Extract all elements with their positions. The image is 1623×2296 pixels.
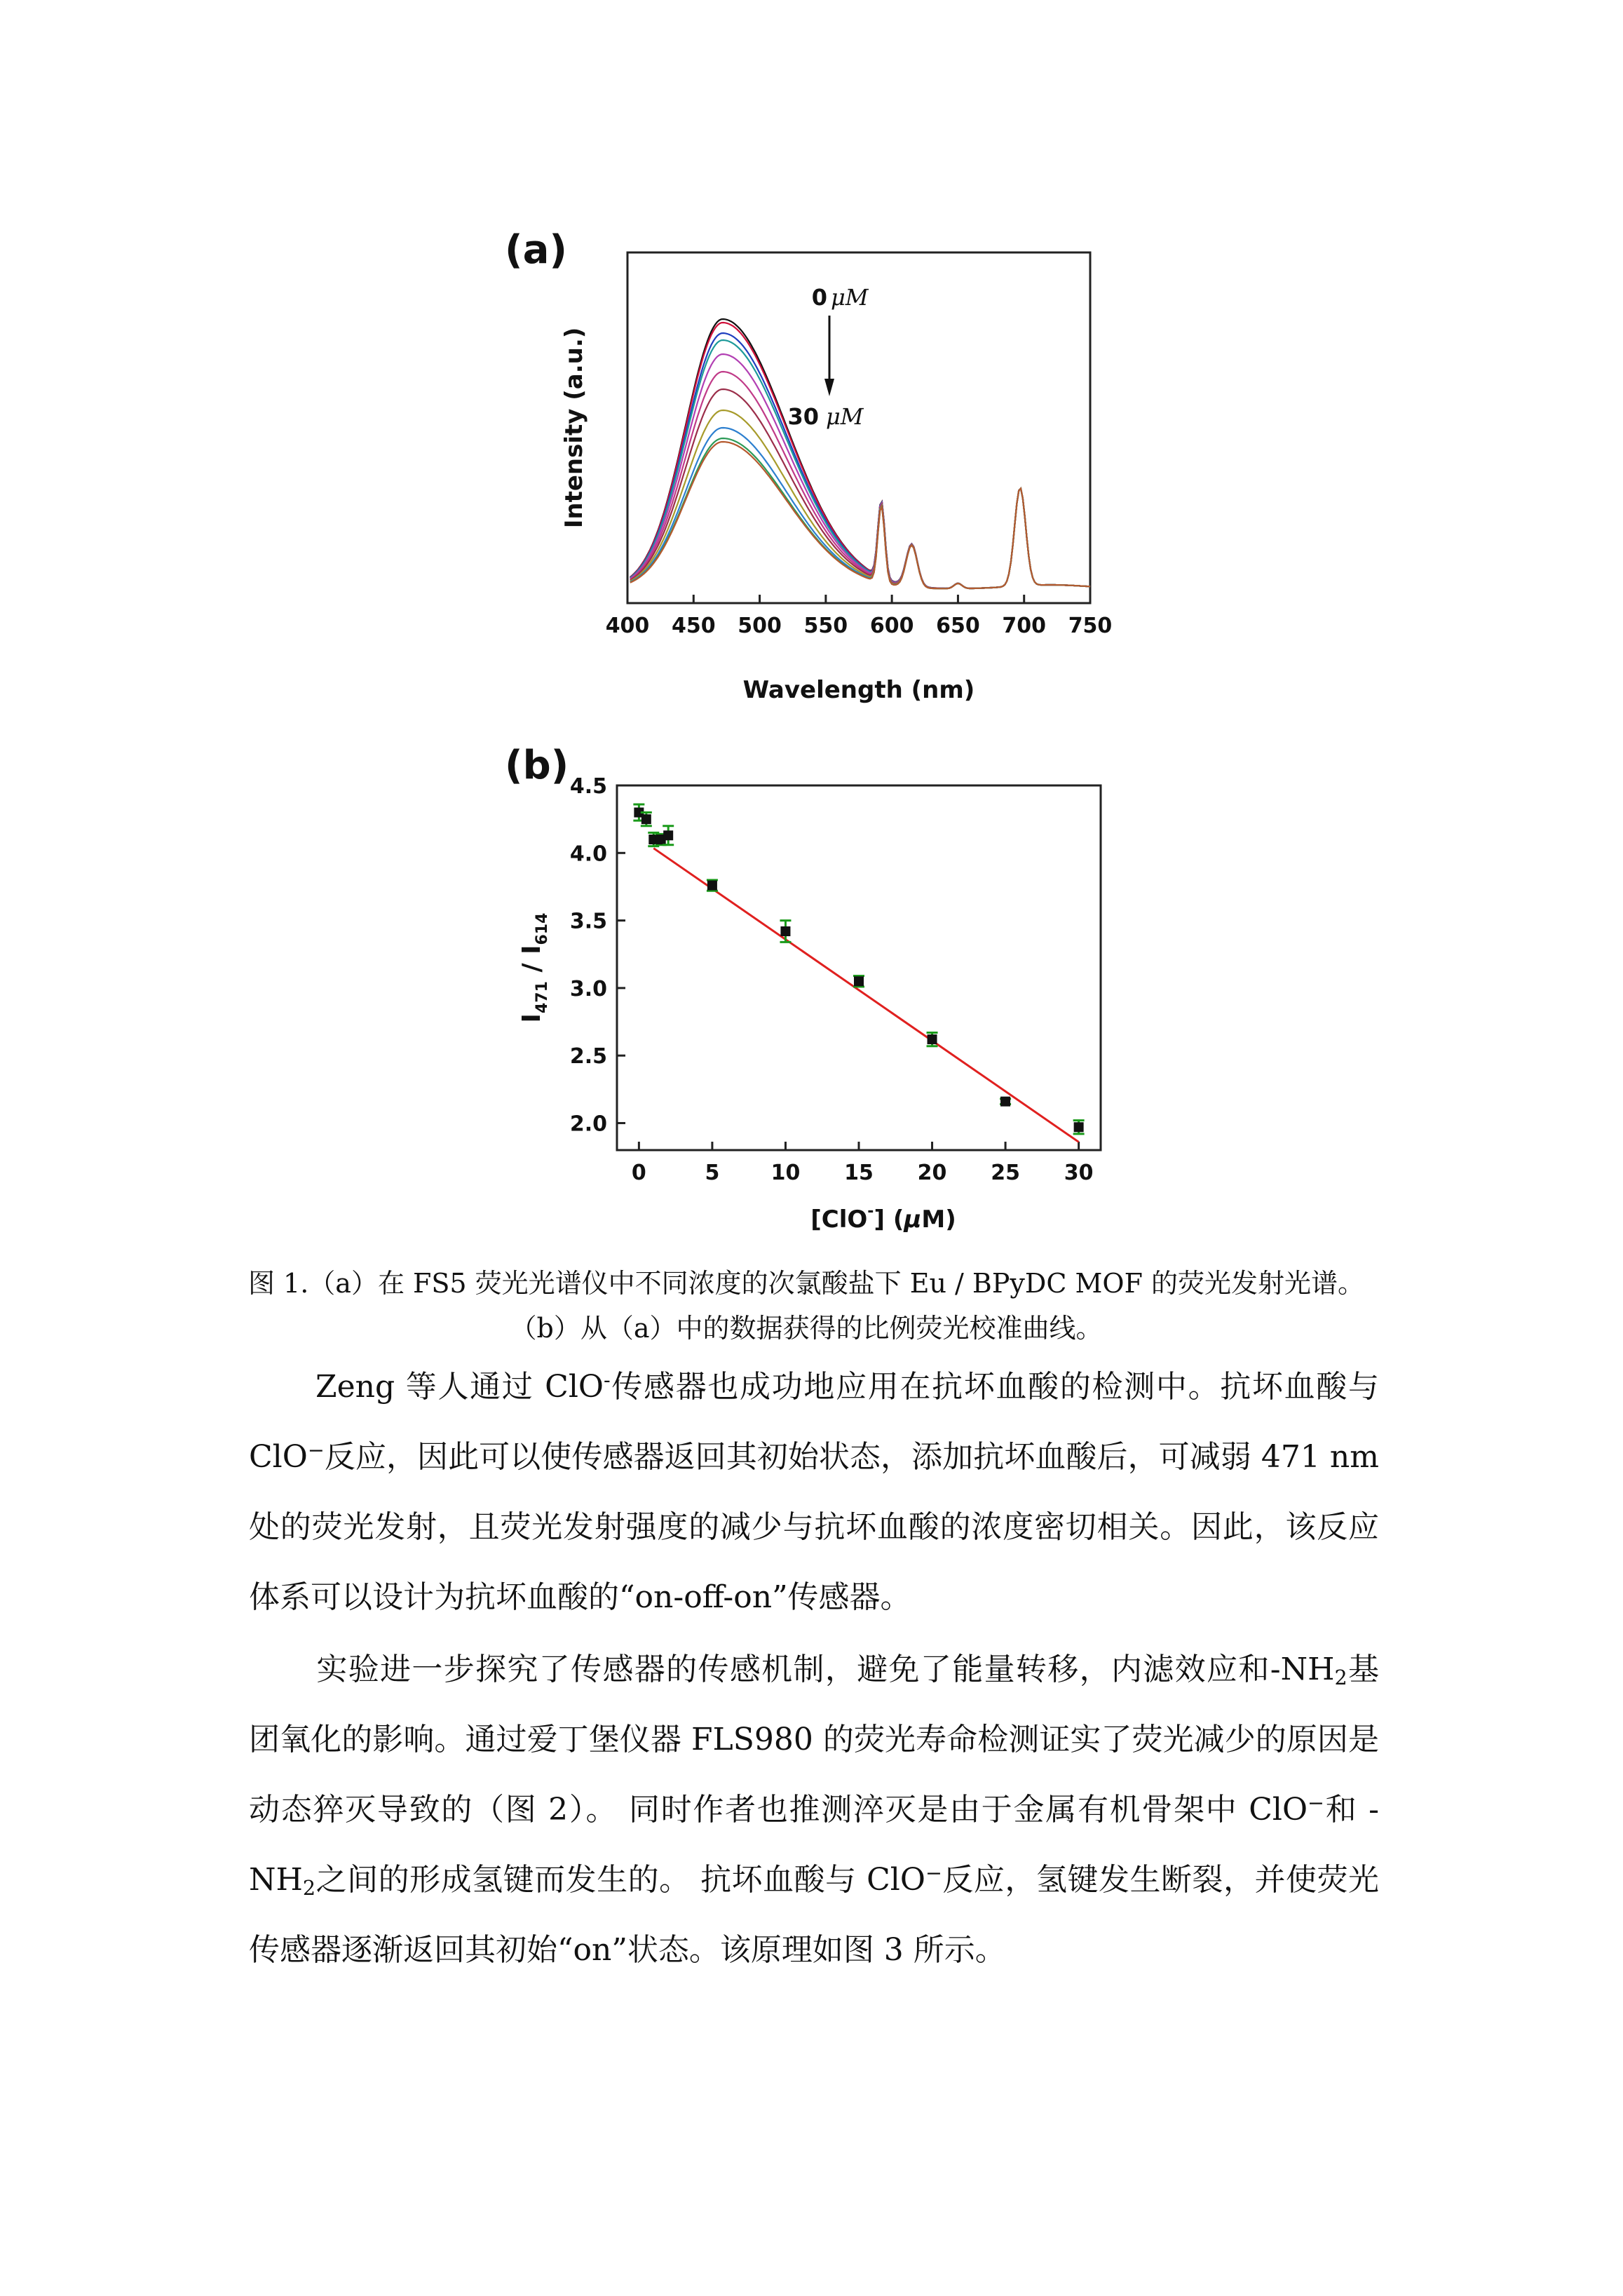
spectrum-line-7 <box>630 410 1090 588</box>
data-point-10 <box>1074 1122 1084 1132</box>
figure-caption <box>210 1261 1402 1351</box>
p2-sub2: 2 <box>302 1876 316 1900</box>
x-tick-label-a: 550 <box>803 614 848 638</box>
emission-spectra-chart <box>491 210 1157 715</box>
p2-sup2: − <box>925 1861 942 1885</box>
data-point-6 <box>780 926 790 936</box>
y-tick-label-b: 4.5 <box>569 774 607 799</box>
y-tick-label-b: 3.5 <box>569 909 607 934</box>
x-axis-title-b: [ClO-] (μM) <box>810 1203 956 1234</box>
x-tick-label-b: 15 <box>844 1161 874 1185</box>
p1-text-a: Zeng 等人通过 ClO <box>315 1369 604 1405</box>
p2-text-e: 反应，氢键发生断裂，并使荧光传感器逐渐返回其初始“on”状态。该原理如图 3 所示。 <box>249 1862 1379 1968</box>
x-tick-label-a: 750 <box>1068 614 1113 638</box>
arrow-head-icon <box>824 379 834 396</box>
caption-line-1: 图 1.（a）在 FS5 荧光光谱仪中不同浓度的次氯酸盐下 Eu / BPyDC MOF 的荧光发射光谱。 <box>247 1268 1365 1299</box>
p2-text-c: 和 -NH <box>249 1792 1379 1898</box>
y-axis-title-b: $I_{471} / I_{614}$ <box>517 912 551 1023</box>
x-tick-label-b: 10 <box>770 1161 801 1185</box>
p1-text-b: 传感器也成功地应用在抗坏血酸的检测中。抗坏血酸与 ClO <box>249 1369 1379 1475</box>
caption-line-2: （b）从（a）中的数据获得的比例荧光校准曲线。 <box>510 1313 1103 1344</box>
x-tick-label-a: 650 <box>936 614 980 638</box>
plot-frame-b <box>617 785 1101 1150</box>
p1-sup: - <box>603 1368 611 1392</box>
arrow-label-bottom: 30 <box>787 403 819 430</box>
p2-sup1: − <box>1308 1790 1324 1815</box>
data-point-1 <box>641 814 651 824</box>
figure-panel-a <box>491 210 1157 715</box>
data-point-4 <box>663 830 673 840</box>
y-tick-label-b: 2.0 <box>569 1112 607 1137</box>
x-tick-label-a: 700 <box>1002 614 1047 638</box>
x-tick-label-b: 25 <box>991 1161 1020 1185</box>
data-point-9 <box>1000 1097 1010 1107</box>
x-tick-label-b: 20 <box>917 1161 947 1185</box>
x-tick-label-b: 0 <box>631 1161 646 1185</box>
p2-text-b: 基团氧化的影响。通过爱丁堡仪器 FLS980 的荧光寿命检测证实了荧光减少的原因是动态猝灭导致的（图 2）。 同时作者也推测淬灭是由于金属有机骨架中 ClO <box>249 1652 1379 1828</box>
linear-fit-line <box>653 849 1078 1142</box>
p1-sup2: − <box>307 1438 325 1462</box>
figure-panel-b <box>491 729 1157 1248</box>
y-axis-title-a: Intensity (a.u.) <box>560 327 588 529</box>
panel-b-label: (b) <box>505 743 569 788</box>
spectrum-line-0 <box>630 319 1090 588</box>
x-tick-label-a: 400 <box>605 614 650 638</box>
calibration-chart <box>491 729 1157 1248</box>
p2-text-d: 之间的形成氢键而发生的。 抗坏血酸与 ClO <box>315 1862 925 1898</box>
x-tick-label-a: 600 <box>869 614 914 638</box>
x-tick-label-b: 5 <box>705 1161 720 1185</box>
arrow-label-top-unit: μM <box>831 284 869 311</box>
data-point-5 <box>707 881 717 891</box>
x-tick-label-b: 30 <box>1064 1161 1094 1185</box>
paragraph-2 <box>249 1635 1379 1985</box>
panel-a-label: (a) <box>505 227 567 273</box>
p2-text-a: 实验进一步探究了传感器的传感机制，避免了能量转移，内滤效应和-NH <box>315 1652 1335 1687</box>
y-tick-label-b: 3.0 <box>569 976 607 1001</box>
x-axis-title-a: Wavelength (nm) <box>742 676 975 704</box>
arrow-label-bottom-unit: μM <box>826 403 864 430</box>
y-tick-label-b: 2.5 <box>569 1044 607 1069</box>
p2-sub1: 2 <box>1334 1666 1347 1690</box>
y-tick-label-b: 4.0 <box>569 842 607 867</box>
data-point-8 <box>928 1034 937 1044</box>
spectrum-line-4 <box>630 354 1090 588</box>
paragraph-1 <box>249 1352 1379 1633</box>
x-tick-label-a: 500 <box>738 614 782 638</box>
p1-text-c: 反应，因此可以使传感器返回其初始状态，添加抗坏血酸后，可减弱 471 nm 处的荧光发射，且荧光发射强度的减少与抗坏血酸的浓度密切相关。因此，该反应体系可以设计为抗坏血酸的“on-off-on”传感器。 <box>249 1439 1379 1615</box>
x-tick-label-a: 450 <box>671 614 716 638</box>
arrow-label-top: 0 <box>811 284 827 311</box>
data-point-7 <box>854 976 864 986</box>
